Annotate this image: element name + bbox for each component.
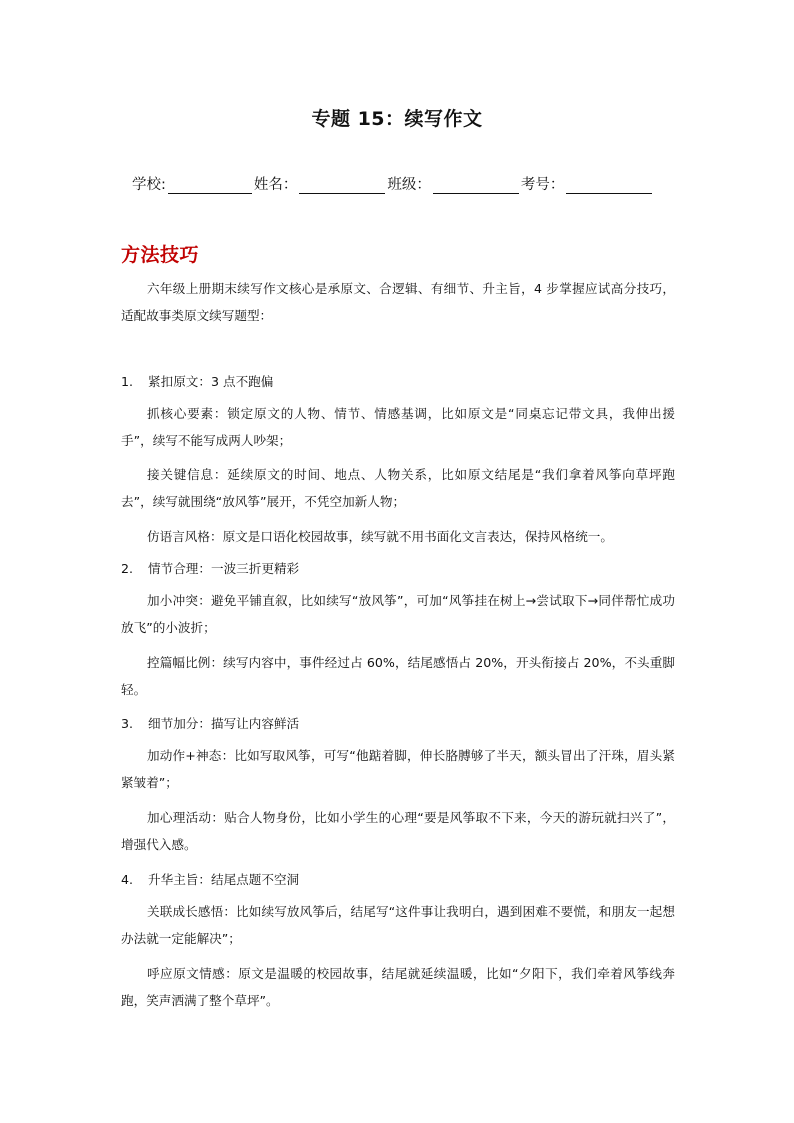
page-title: 专题 15：续写作文 [311,108,483,130]
item-paragraph: 加心理活动：贴合人物身份，比如小学生的心理“要是风筝取不下来，今天的游玩就扫兴了”，增强代入感。 [121,810,675,852]
item-heading [121,711,299,738]
item-paragraph: 关联成长感悟：比如续写放风筝后，结尾写“这件事让我明白，遇到困难不要慌，和朋友一起想办法就一定能解决”； [121,904,675,946]
item-number: 4. [121,872,134,887]
exam-no-label: 考号： [520,177,565,193]
item-heading-text: 升华主旨：结尾点题不空洞 [148,872,300,887]
name-label: 姓名： [253,177,298,193]
section-heading: 方法技巧 [121,244,200,266]
item-paragraph: 加小冲突：避免平铺直叙，比如续写“放风筝”，可加“风筝挂在树上→尝试取下→同伴帮忙成功放飞”的小波折； [121,593,675,635]
item-number: 3. [121,716,134,731]
school-field-blank [168,176,252,194]
class-label: 班级： [387,177,431,193]
school-label: 学校: [132,177,166,193]
item-paragraph: 抓核心要素：锁定原文的人物、情节、情感基调，比如原文是“同桌忘记带文具，我伸出援手”，续写不能写成两人吵架； [121,406,675,448]
item-paragraph: 加动作+神态：比如写取风筝，可写“他踮着脚，伸长胳膊够了半天，额头冒出了汗珠，眉头紧紧皱着”； [121,748,675,790]
item-paragraph: 接关键信息：延续原文的时间、地点、人物关系，比如原文结尾是“我们拿着风筝向草坪跑去”，续写就围绕“放风筝”展开，不凭空加新人物； [121,467,675,509]
item-number: 1. [121,374,134,389]
item-heading-text: 紧扣原文：3 点不跑偏 [148,374,274,389]
item-heading [121,369,273,396]
item-heading-text: 细节加分：描写让内容鲜活 [148,716,300,731]
item-heading-text: 情节合理：一波三折更精彩 [148,561,300,576]
intro-paragraph: 六年级上册期末续写作文核心是承原文、合逻辑、有细节、升主旨，4 步掌握应试高分技巧，适配故事类原文续写题型： [121,281,675,323]
class-field-blank [433,176,519,194]
item-number: 2. [121,561,134,576]
item-paragraph: 呼应原文情感：原文是温暖的校园故事，结尾就延续温暖，比如“夕阳下，我们牵着风筝线奔跑，笑声洒满了整个草坪”。 [121,966,675,1008]
item-paragraph: 控篇幅比例：续写内容中，事件经过占 60%，结尾感悟占 20%，开头衔接占 20%，不头重脚轻。 [121,655,675,697]
name-field-blank [299,176,385,194]
student-info-row [132,173,672,194]
item-heading [121,556,299,583]
item-paragraph: 仿语言风格：原文是口语化校园故事，续写就不用书面化文言表达，保持风格统一。 [147,529,613,544]
exam-no-field-blank [566,176,652,194]
item-heading [121,867,299,894]
